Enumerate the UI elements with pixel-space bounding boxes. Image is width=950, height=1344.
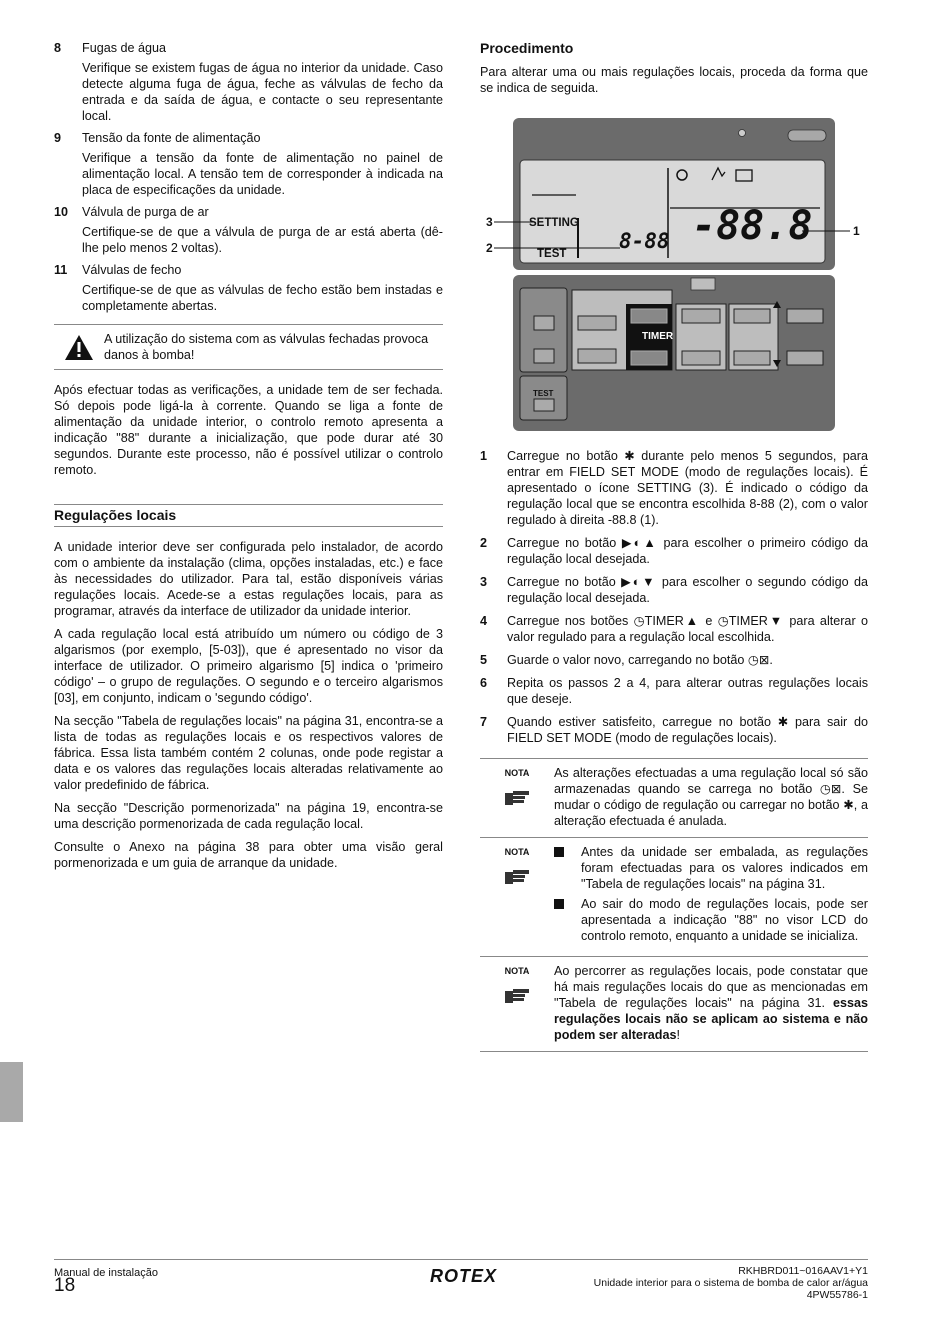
list-item: 11 Válvulas de fecho (54, 263, 182, 277)
timer-button-label[interactable]: TIMER (642, 331, 674, 342)
note-label: NOTA (504, 847, 530, 857)
step-item: 3 Carregue no botão ▶◐▼ para escolher o segundo código da regulação local desejada. (480, 575, 868, 605)
warning-text: A utilização do sistema com as válvulas fechadas provoca danos à bomba! (104, 332, 429, 362)
note-text: Ao percorrer as regulações locais, pode constatar que há mais regulações locais do que as mencionadas em "Tabela de regulações locais" na página 31. essas regulações locais não se aplicam ao sistema e não podem ser alteradas! (554, 964, 868, 1042)
page-number: 18 (54, 1275, 76, 1296)
list-item: 8 Fugas de água (54, 41, 167, 55)
list-item-body: Verifique a tensão da fonte de alimentação no painel de alimentação local. A tensão tem de corresponder à indicada na placa de especificações da unidade. (82, 151, 443, 197)
paragraph: A cada regulação local está atribuído um número ou código de 3 algarismos (por exemplo, [5-03]), que é apresentado no visor da interface de utilizador. O primeiro algarismo [5] indica o 'primeiro código' – o grupo de regulações. O segundo e o terceiro algarismos [03], em conjunto, indicam o 'segundo código'. (54, 627, 443, 705)
callout-1: 1 (853, 224, 860, 238)
procedure-title: Procedimento (480, 40, 574, 56)
callout-2: 2 (486, 241, 493, 255)
pointing-hand-icon (503, 787, 531, 807)
note-bullet: Ao sair do modo de regulações locais, pode ser apresentada a indicação "88" no visor LCD do controlo remoto, enquanto a unidade se inicializa. (554, 896, 868, 944)
paragraph: A unidade interior deve ser configurada pelo instalador, de acordo com o ambiente da instalação (clima, opções instaladas, etc.) e face às necessidades do utilizador. Para tal, estão disponíveis várias regulações locais. Acede-se a estas regulações locais, para as programar, através da interface de utilizador da unidade interior. (54, 540, 443, 618)
step-item: 7 Quando estiver satisfeito, carregue no botão ✱ para sair do FIELD SET MODE (modo de regulações locais). (480, 715, 868, 745)
section-tab-marker (0, 1062, 23, 1122)
list-item: 9 Tensão da fonte de alimentação (54, 131, 261, 145)
procedure-intro: Para alterar uma ou mais regulações locais, proceda da forma que se indica de seguida. (480, 65, 868, 95)
list-item-body: Verifique se existem fugas de água no interior da unidade. Caso detecte alguma fuga de água, feche as válvulas de fecho da entrada e da saída de água, e contacte o seu representante local. (82, 61, 443, 123)
note-label: NOTA (504, 966, 530, 976)
callout-3: 3 (486, 215, 493, 229)
remote-controller-diagram (480, 108, 868, 438)
list-item-body: Certifique-se de que a válvula de purga de ar está aberta (dê-lhe pelo menos 2 voltas). (82, 225, 443, 255)
lcd-test-label: TEST (537, 248, 567, 260)
step-item: 5 Guarde o valor novo, carregando no botão ◷⊠. (480, 653, 773, 667)
paragraph: Consulte o Anexo na página 38 para obter uma visão geral pormenorizada e um guia de arranque da unidade. (54, 840, 443, 870)
pointing-hand-icon (503, 985, 531, 1005)
list-item: 10 Válvula de purga de ar (54, 205, 209, 219)
section-heading (54, 504, 443, 527)
step-item: 6 Repita os passos 2 a 4, para alterar outras regulações locais que deseje. (480, 676, 868, 706)
procedure-steps (480, 448, 868, 746)
paragraph: Na secção "Descrição pormenorizada" na página 19, encontra-se uma descrição pormenorizada de cada regulação local. (54, 801, 443, 831)
lcd-setting-label: SETTING (529, 217, 579, 229)
note-bullet: Antes da unidade ser embalada, as regulações foram efectuadas para os valores indicados em "Tabela de regulações locais" na página 31. (554, 844, 868, 892)
paragraph: Na secção "Tabela de regulações locais" na página 31, encontra-se a lista de todas as regulações locais e os respectivos valores de fábrica. Essa lista também contém 2 colunas, onde pode registar a data e os valores das regulações locais alteradas relativamente ao valor predefinido de fábrica. (54, 714, 443, 792)
warning-box (54, 324, 443, 370)
left-column (54, 40, 443, 878)
note-box (480, 837, 868, 956)
note-box (480, 956, 868, 1052)
footer-model-info: RKHBRD011~016AAV1+Y1 Unidade interior para o sistema de bomba de calor ar/água 4PW55786-1 (593, 1265, 868, 1301)
section-title: Regulações locais (54, 507, 177, 523)
checklist (54, 40, 443, 314)
lcd-code-display: 8-88 (619, 229, 670, 253)
bullet-square-icon (554, 899, 564, 909)
footer-manual-title: Manual de instalação (54, 1267, 158, 1279)
right-column (480, 40, 868, 1052)
step-item: 1 Carregue no botão ✱ durante pelo menos 5 segundos, para entrar em FIELD SET MODE (modo de regulações locais). É apresentado o ícone SETTING (3). É indicado o código da regulação local que se encontra escolhida 8-88 (2), com o valor regulado à direita -88.8 (1). (480, 449, 868, 527)
note-text: As alterações efectuadas a uma regulação local só são armazenadas quando se carrega no botão ◷⊠. Se mudar o código de regulação ou carregar no botão ✱, a alteração efectuada é anulada. (554, 766, 868, 828)
list-item-body: Certifique-se de que as válvulas de fecho estão bem instadas e completamente abertas. (82, 283, 443, 313)
step-item: 2 Carregue no botão ▶◐▲ para escolher o primeiro código da regulação local desejada. (480, 536, 868, 566)
brand-logo: ROTEX (430, 1266, 498, 1286)
warning-icon (54, 331, 104, 363)
note-box (480, 758, 868, 837)
note-label: NOTA (504, 768, 530, 778)
test-button-label[interactable]: TEST (533, 389, 554, 398)
lcd-value-display: -88.8 (692, 203, 813, 249)
paragraph: Após efectuar todas as verificações, a unidade tem de ser fechada. Só depois pode ligá-la à corrente. Quando se liga a fonte de alimentação da unidade interior, o controlo remoto apresenta a indicação "88" durante a inicialização, que pode durar até 30 segundos. Durante este processo, não é possível utilizar o controlo remoto. (54, 383, 443, 477)
bullet-square-icon (554, 847, 564, 857)
page-footer (54, 1259, 868, 1301)
step-item: 4 Carregue nos botões ◷TIMER▲ e ◷TIMER▼ para alterar o valor regulado para a regulação local escolhida. (480, 614, 868, 644)
pointing-hand-icon (503, 866, 531, 886)
